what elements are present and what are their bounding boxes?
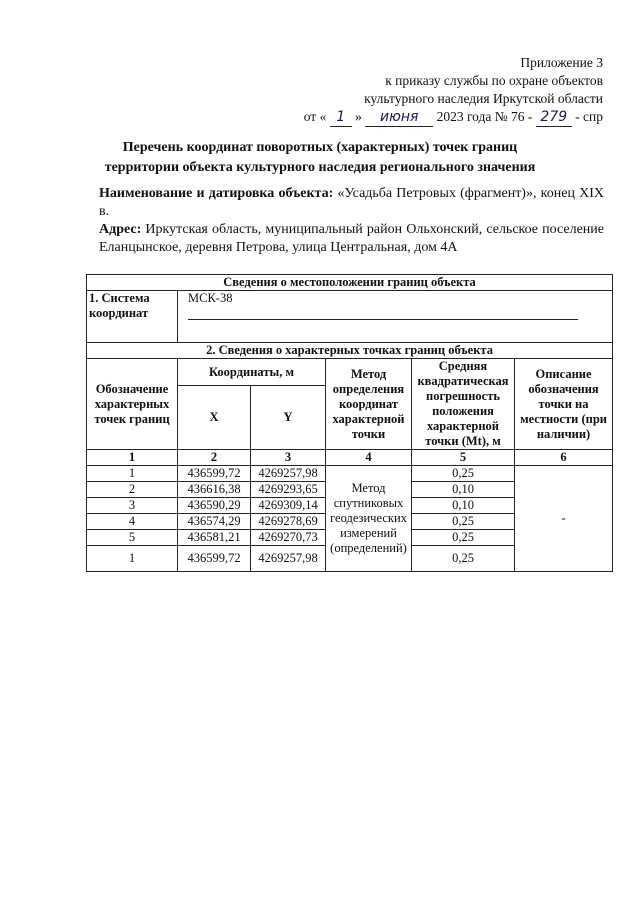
object-name (99, 185, 604, 221)
header-x: X (178, 386, 251, 450)
x-cell: 436599,72 (178, 466, 251, 482)
title-line-2: территории объекта культурного наследия регионального значения (104, 160, 536, 175)
annex-quote-close: » (355, 109, 362, 124)
point-cell: 1 (87, 466, 178, 482)
system-cell (178, 291, 613, 343)
point-cell: 5 (87, 530, 178, 546)
y-cell: 4269257,98 (251, 546, 326, 572)
x-cell: 436581,21 (178, 530, 251, 546)
object-name-label: Наименование и датировка объекта: (99, 186, 334, 201)
title-line-1: Перечень координат поворотных (характерных) точек границ (122, 140, 518, 155)
point-cell: 1 (87, 546, 178, 572)
annex-number: 279 (536, 108, 572, 127)
header-method: Метод определения координат характерной точки (326, 359, 412, 450)
section1-title: Сведения о местоположении границ объекта (87, 275, 613, 291)
object-address-label: Адрес: (99, 222, 142, 237)
annex-line-3: культурного наследия Иркутской области (364, 91, 603, 106)
point-cell: 2 (87, 482, 178, 498)
x-cell: 436574,29 (178, 514, 251, 530)
object-address (99, 221, 604, 257)
annex-line-2: к приказу службы по охране объектов (385, 73, 603, 88)
system-underline (188, 319, 578, 320)
col-number: 5 (412, 450, 515, 466)
col-number: 3 (251, 450, 326, 466)
col-number: 1 (87, 450, 178, 466)
annex-block (304, 54, 603, 127)
header-coords: Координаты, м (178, 359, 326, 386)
annex-order-line (304, 108, 603, 127)
annex-year: 2023 года № 76 - (436, 109, 533, 124)
point-cell: 3 (87, 498, 178, 514)
system-row (87, 291, 613, 343)
annex-line-1: Приложение 3 (520, 55, 603, 70)
method-cell: Метод спутниковых геодезических измерений (определений) (326, 466, 412, 572)
header-description: Описание обозначения точки на местности (при наличии) (515, 359, 613, 450)
col-number: 4 (326, 450, 412, 466)
error-cell: 0,25 (412, 514, 515, 530)
annex-from: от « (303, 109, 327, 124)
header-y: Y (251, 386, 326, 450)
x-cell: 436616,38 (178, 482, 251, 498)
document-title (0, 138, 640, 178)
y-cell: 4269257,98 (251, 466, 326, 482)
col-number: 2 (178, 450, 251, 466)
error-cell: 0,10 (412, 482, 515, 498)
y-cell: 4269278,69 (251, 514, 326, 530)
section2-title: 2. Сведения о характерных точках границ объекта (87, 343, 613, 359)
annex-month: июня (365, 108, 433, 127)
col-number: 6 (515, 450, 613, 466)
error-cell: 0,25 (412, 530, 515, 546)
x-cell: 436599,72 (178, 546, 251, 572)
error-cell: 0,10 (412, 498, 515, 514)
y-cell: 4269270,73 (251, 530, 326, 546)
table-row (87, 466, 613, 482)
annex-day: 1 (330, 108, 352, 127)
section1-header-row (87, 275, 613, 291)
system-label: 1. Система координат (87, 291, 178, 343)
header-designation: Обозначение характерных точек границ (87, 359, 178, 450)
section2-header-row (87, 343, 613, 359)
y-cell: 4269293,65 (251, 482, 326, 498)
y-cell: 4269309,14 (251, 498, 326, 514)
object-name-value: «Усадьба Петровых (фрагмент)», конец XIX в. (99, 186, 605, 219)
error-cell: 0,25 (412, 466, 515, 482)
annex-suffix: - спр (575, 109, 603, 124)
error-cell: 0,25 (412, 546, 515, 572)
coordinates-table (86, 274, 613, 572)
point-cell: 4 (87, 514, 178, 530)
object-address-value: Иркутская область, муниципальный район Ольхонский, сельское поселение Еланцынское, деревня Петрова, улица Центральная, дом 4А (99, 222, 604, 255)
column-numbers-row (87, 450, 613, 466)
header-row-1 (87, 359, 613, 386)
description-cell: - (515, 466, 613, 572)
x-cell: 436590,29 (178, 498, 251, 514)
system-value: МСК-38 (188, 291, 233, 305)
header-error: Средняя квадратическая погрешность положения характерной точки (Mt), м (412, 359, 515, 450)
